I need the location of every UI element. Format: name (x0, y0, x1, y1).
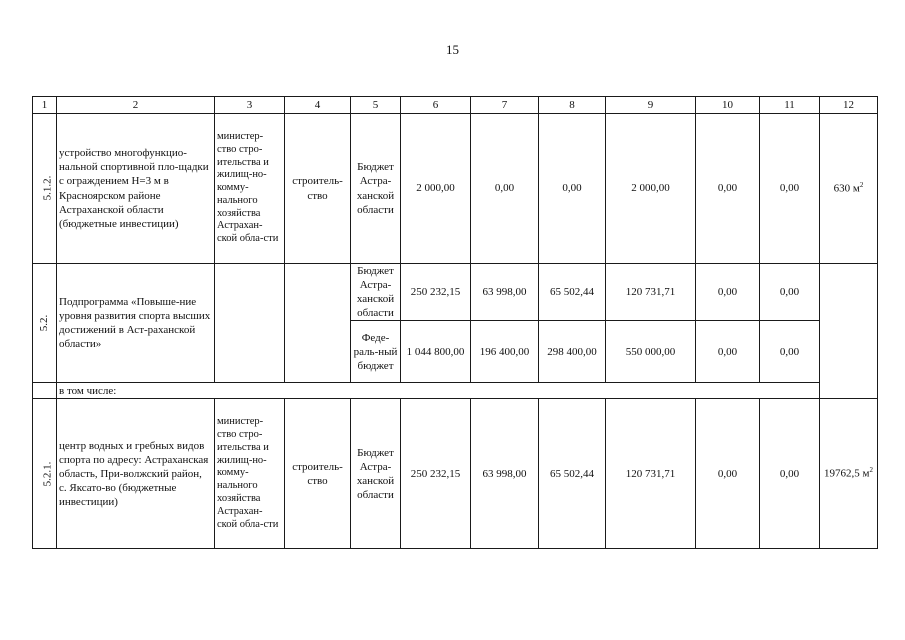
cell-col9: 120 731,71 (606, 264, 696, 321)
work-type: строитель-ство (285, 399, 351, 549)
row-number-cell (33, 114, 57, 264)
col-header-4: 4 (285, 97, 351, 114)
cell-col11: 0,00 (760, 321, 820, 383)
cell-col12 (820, 399, 878, 549)
cell-col6: 2 000,00 (401, 114, 471, 264)
area-unit-exponent: 2 (859, 181, 864, 190)
work-type: строитель-ство (285, 114, 351, 264)
col-header-5: 5 (351, 97, 401, 114)
cell-col9: 550 000,00 (606, 321, 696, 383)
col-header-11: 11 (760, 97, 820, 114)
row-number-cell (33, 399, 57, 549)
table-row (33, 383, 878, 399)
cell-col6: 250 232,15 (401, 264, 471, 321)
table-row (33, 264, 878, 321)
col-header-8: 8 (539, 97, 606, 114)
cell-col7: 0,00 (471, 114, 539, 264)
cell-col12-empty (820, 264, 878, 399)
program-table (32, 96, 878, 549)
funding-source: Феде-раль-ный бюджет (351, 321, 401, 383)
cell-col11: 0,00 (760, 114, 820, 264)
row-number: 5.2.1. (41, 461, 54, 487)
col-header-1: 1 (33, 97, 57, 114)
row-number: 5.1.2. (41, 176, 54, 201)
cell-col8: 0,00 (539, 114, 606, 264)
cell-col10: 0,00 (696, 264, 760, 321)
cell-col7: 63 998,00 (471, 264, 539, 321)
cell-col8: 298 400,00 (539, 321, 606, 383)
row-number-empty (33, 383, 57, 399)
table-row (33, 399, 878, 549)
cell-col10: 0,00 (696, 399, 760, 549)
table-row (33, 114, 878, 264)
cell-col11: 0,00 (760, 399, 820, 549)
item-name: устройство многофункцио-нальной спортивной пло-щадки с ограждением Н=3 м в Красноярском районе Астраханской области (бюджетные инвестиции) (57, 114, 215, 264)
item-name: центр водных и гребных видов спорта по адресу: Астраханская область, При-волжский район, с. Яксато-во (бюджетные инвестиции) (57, 399, 215, 549)
cell-col6: 1 044 800,00 (401, 321, 471, 383)
cell-col9: 120 731,71 (606, 399, 696, 549)
area-value: 19762,5 м (824, 468, 870, 481)
col-header-9: 9 (606, 97, 696, 114)
cell-col7: 196 400,00 (471, 321, 539, 383)
executor: министер-ство стро-ительства и жилищ-но-комму-нального хозяйства Астрахан-ской обла-сти (215, 114, 285, 264)
funding-source: Бюджет Астра-ханской области (351, 264, 401, 321)
col-header-3: 3 (215, 97, 285, 114)
cell-col12 (820, 114, 878, 264)
cell-col6: 250 232,15 (401, 399, 471, 549)
col-header-6: 6 (401, 97, 471, 114)
work-type-empty (285, 264, 351, 383)
page-number: 15 (446, 42, 459, 57)
executor: министер-ство стро-ительства и жилищ-но-комму-нального хозяйства Астрахан-ской обла-сти (215, 399, 285, 549)
col-header-10: 10 (696, 97, 760, 114)
funding-source: Бюджет Астра-ханской области (351, 399, 401, 549)
cell-col11: 0,00 (760, 264, 820, 321)
including-label: в том числе: (57, 383, 820, 399)
item-name: Подпрограмма «Повыше-ние уровня развития спорта высших достижений в Аст-раханской области» (57, 264, 215, 383)
area-unit-exponent: 2 (869, 466, 873, 475)
col-header-2: 2 (57, 97, 215, 114)
cell-col10: 0,00 (696, 321, 760, 383)
row-number-cell (33, 264, 57, 383)
cell-col10: 0,00 (696, 114, 760, 264)
executor-empty (215, 264, 285, 383)
row-number: 5.2. (38, 314, 51, 332)
col-header-12: 12 (820, 97, 878, 114)
cell-col8: 65 502,44 (539, 264, 606, 321)
column-number-row (33, 97, 878, 114)
col-header-7: 7 (471, 97, 539, 114)
area-value: 630 м (833, 182, 860, 195)
cell-col8: 65 502,44 (539, 399, 606, 549)
cell-col9: 2 000,00 (606, 114, 696, 264)
cell-col7: 63 998,00 (471, 399, 539, 549)
funding-source: Бюджет Астра-ханской области (351, 114, 401, 264)
